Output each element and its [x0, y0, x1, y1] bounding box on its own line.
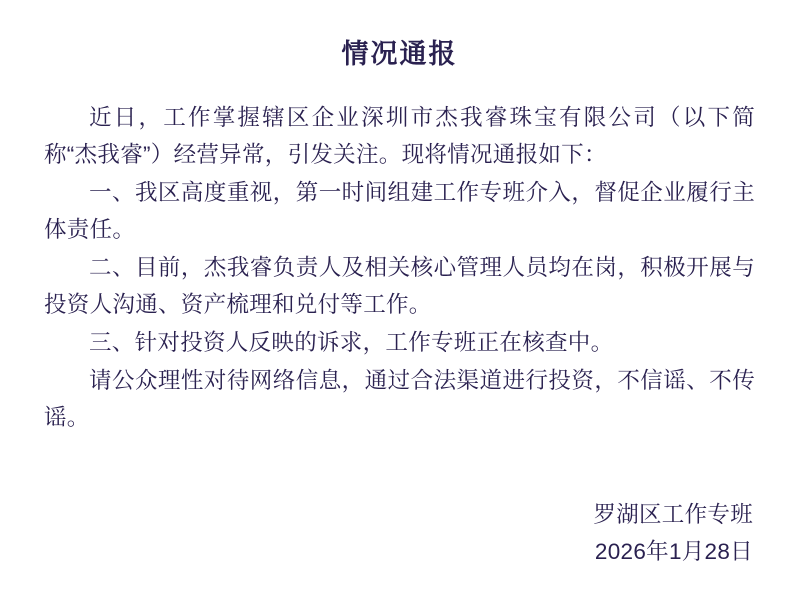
- paragraph-2: 一、我区高度重视，第一时间组建工作专班介入，督促企业履行主体责任。: [44, 180, 755, 242]
- paragraph-4: 三、针对投资人反映的诉求，工作专班正在核查中。: [89, 330, 614, 356]
- signature-date: 2026年1月28日: [594, 538, 753, 564]
- page-title: 情况通报: [341, 39, 458, 69]
- paragraph-1: 近日，工作掌握辖区企业深圳市杰我睿珠宝有限公司（以下简称“杰我睿”）经营异常，引发关注。现将情况通报如下：: [44, 105, 755, 167]
- paragraph-5: 请公众理性对待网络信息，通过合法渠道进行投资，不信谣、不传谣。: [44, 368, 755, 430]
- paragraph-3: 二、目前，杰我睿负责人及相关核心管理人员均在岗，积极开展与投资人沟通、资产梳理和兑付等工作。: [44, 255, 755, 317]
- document-body: [44, 100, 755, 436]
- signature-block: [593, 496, 753, 570]
- signature-organization: 罗湖区工作专班: [593, 501, 753, 527]
